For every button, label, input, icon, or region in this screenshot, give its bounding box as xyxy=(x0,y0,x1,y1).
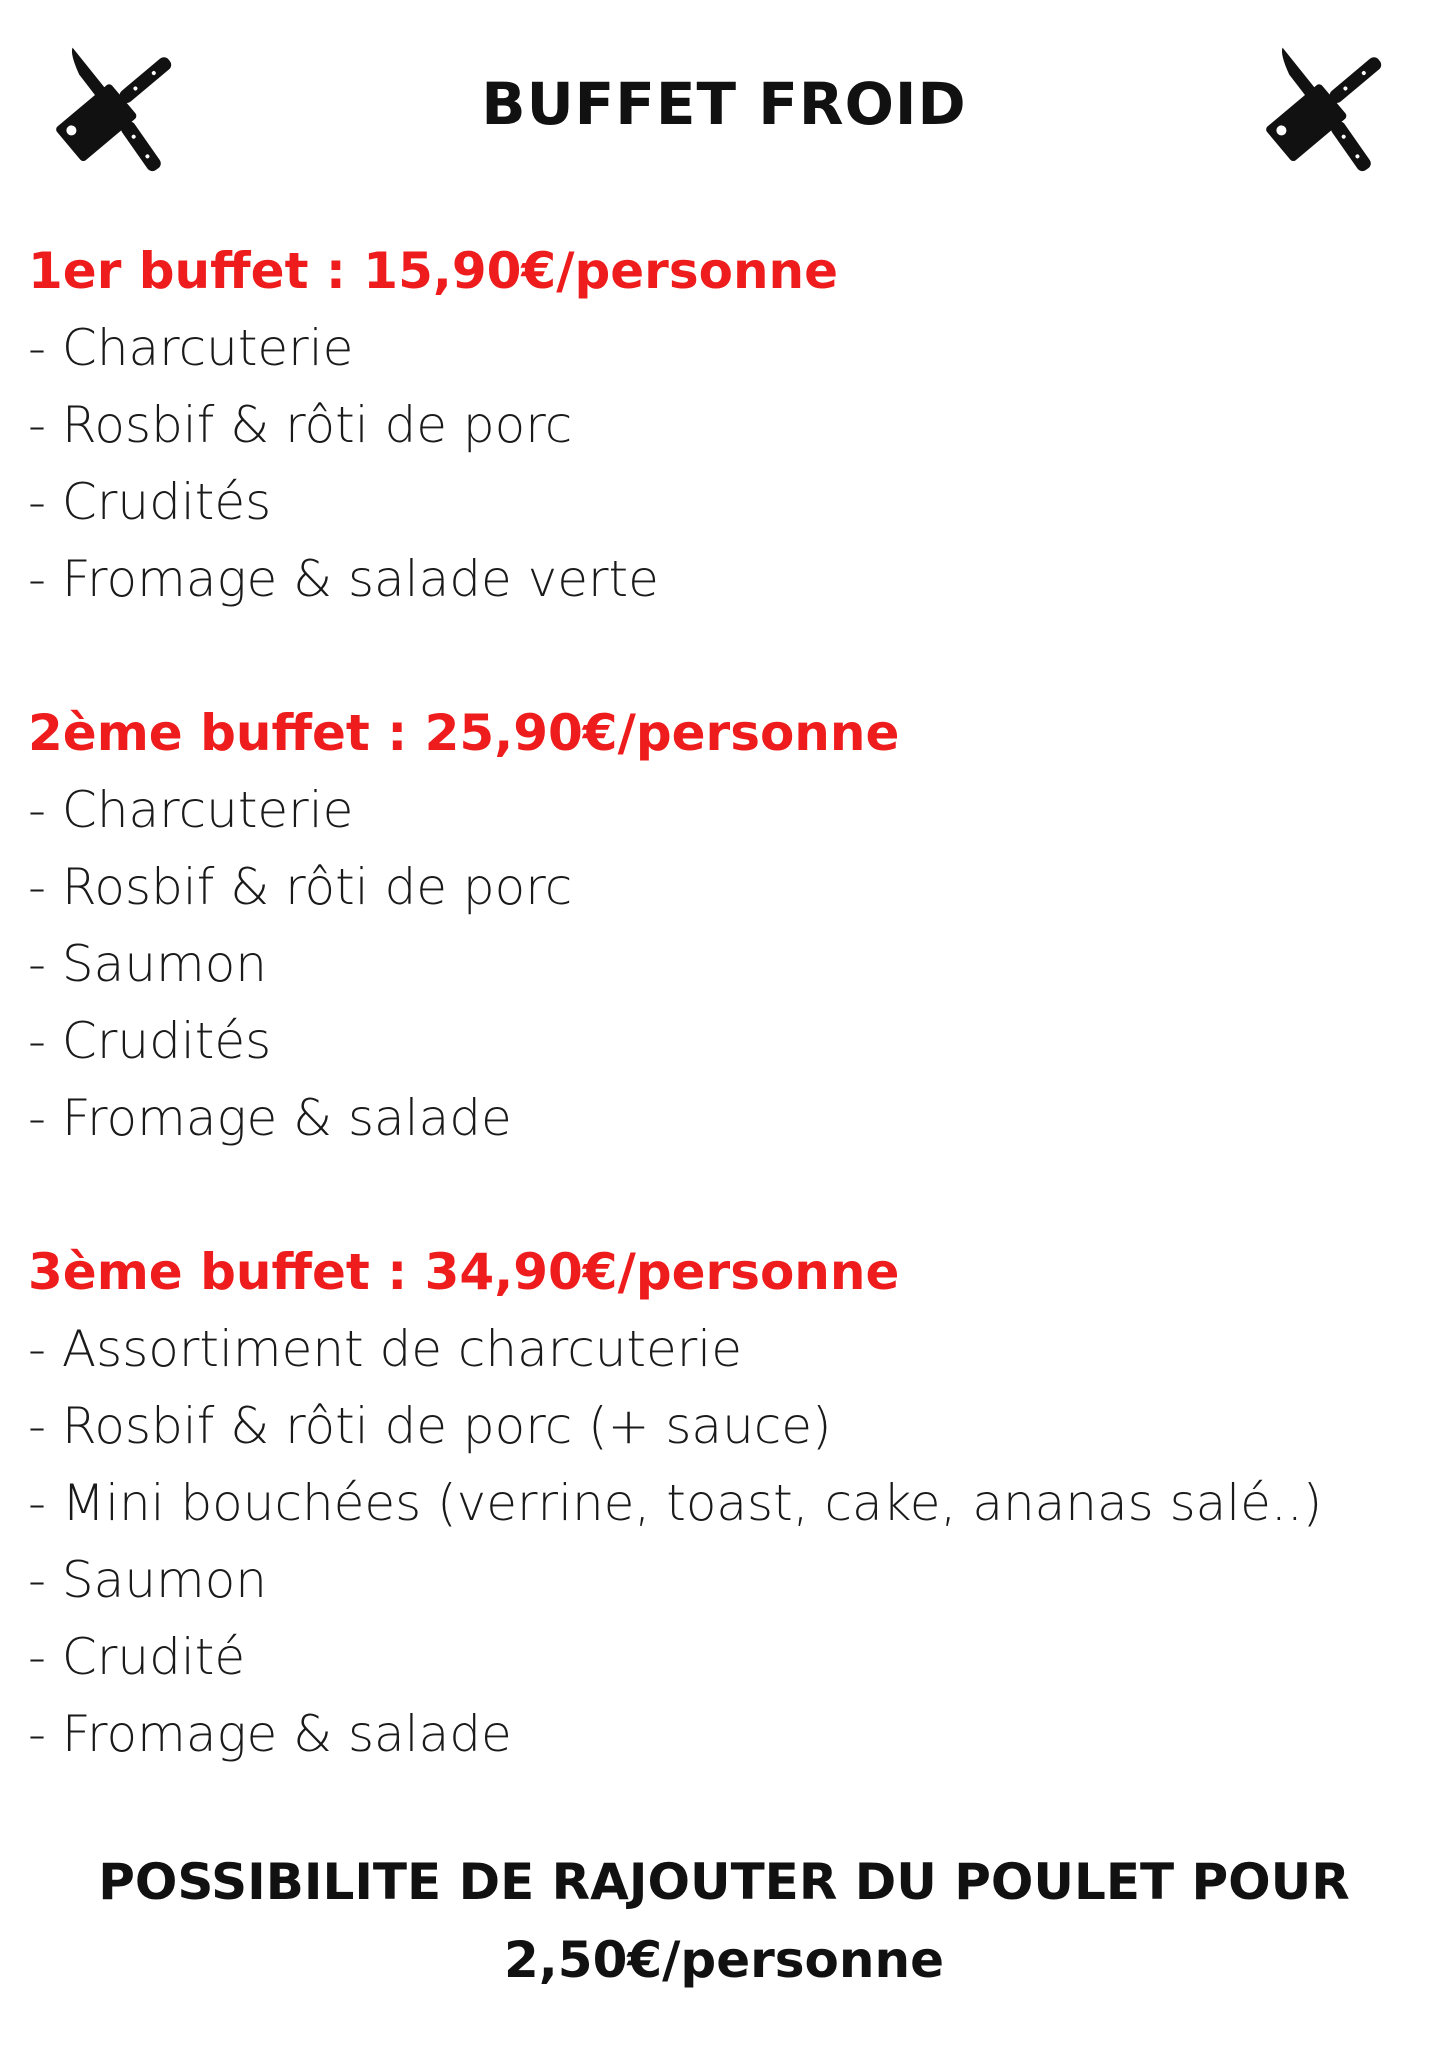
list-item: - Charcuterie xyxy=(28,781,354,839)
list-item: - Rosbif & rôti de porc xyxy=(28,396,573,454)
list-item: - Mini bouchées (verrine, toast, cake, ananas salé..) xyxy=(28,1474,1323,1532)
buffet-heading: 1er buffet : 15,90€/personne xyxy=(28,242,839,300)
list-item: - Saumon xyxy=(28,1551,267,1609)
buffet-heading: 3ème buffet : 34,90€/personne xyxy=(28,1243,900,1301)
buffet-list xyxy=(28,232,1420,1849)
list-item: - Rosbif & rôti de porc (+ sauce) xyxy=(28,1397,832,1455)
buffet-section-3 xyxy=(28,1233,1420,1773)
list-item: - Crudité xyxy=(28,1628,246,1686)
list-item: - Crudités xyxy=(28,1012,272,1070)
list-item: - Assortiment de charcuterie xyxy=(28,1320,742,1378)
list-item: - Fromage & salade verte xyxy=(28,550,659,608)
buffet-section-2 xyxy=(28,694,1420,1157)
list-item: - Fromage & salade xyxy=(28,1089,512,1147)
buffet-section-1 xyxy=(28,232,1420,618)
buffet-heading: 2ème buffet : 25,90€/personne xyxy=(28,704,900,762)
list-item: - Saumon xyxy=(28,935,267,993)
list-item: - Crudités xyxy=(28,473,272,531)
list-item: - Charcuterie xyxy=(28,319,354,377)
footer-line-2: 2,50€/personne xyxy=(504,1931,944,1989)
list-item: - Rosbif & rôti de porc xyxy=(28,858,573,916)
buffet-items xyxy=(28,310,1420,618)
footer-note xyxy=(0,1843,1448,1999)
buffet-items xyxy=(28,772,1420,1157)
footer-line-1: POSSIBILITE DE RAJOUTER DU POULET POUR xyxy=(98,1853,1350,1911)
page-title: BUFFET FROID xyxy=(481,70,967,138)
list-item: - Fromage & salade xyxy=(28,1705,512,1763)
buffet-items xyxy=(28,1311,1420,1773)
